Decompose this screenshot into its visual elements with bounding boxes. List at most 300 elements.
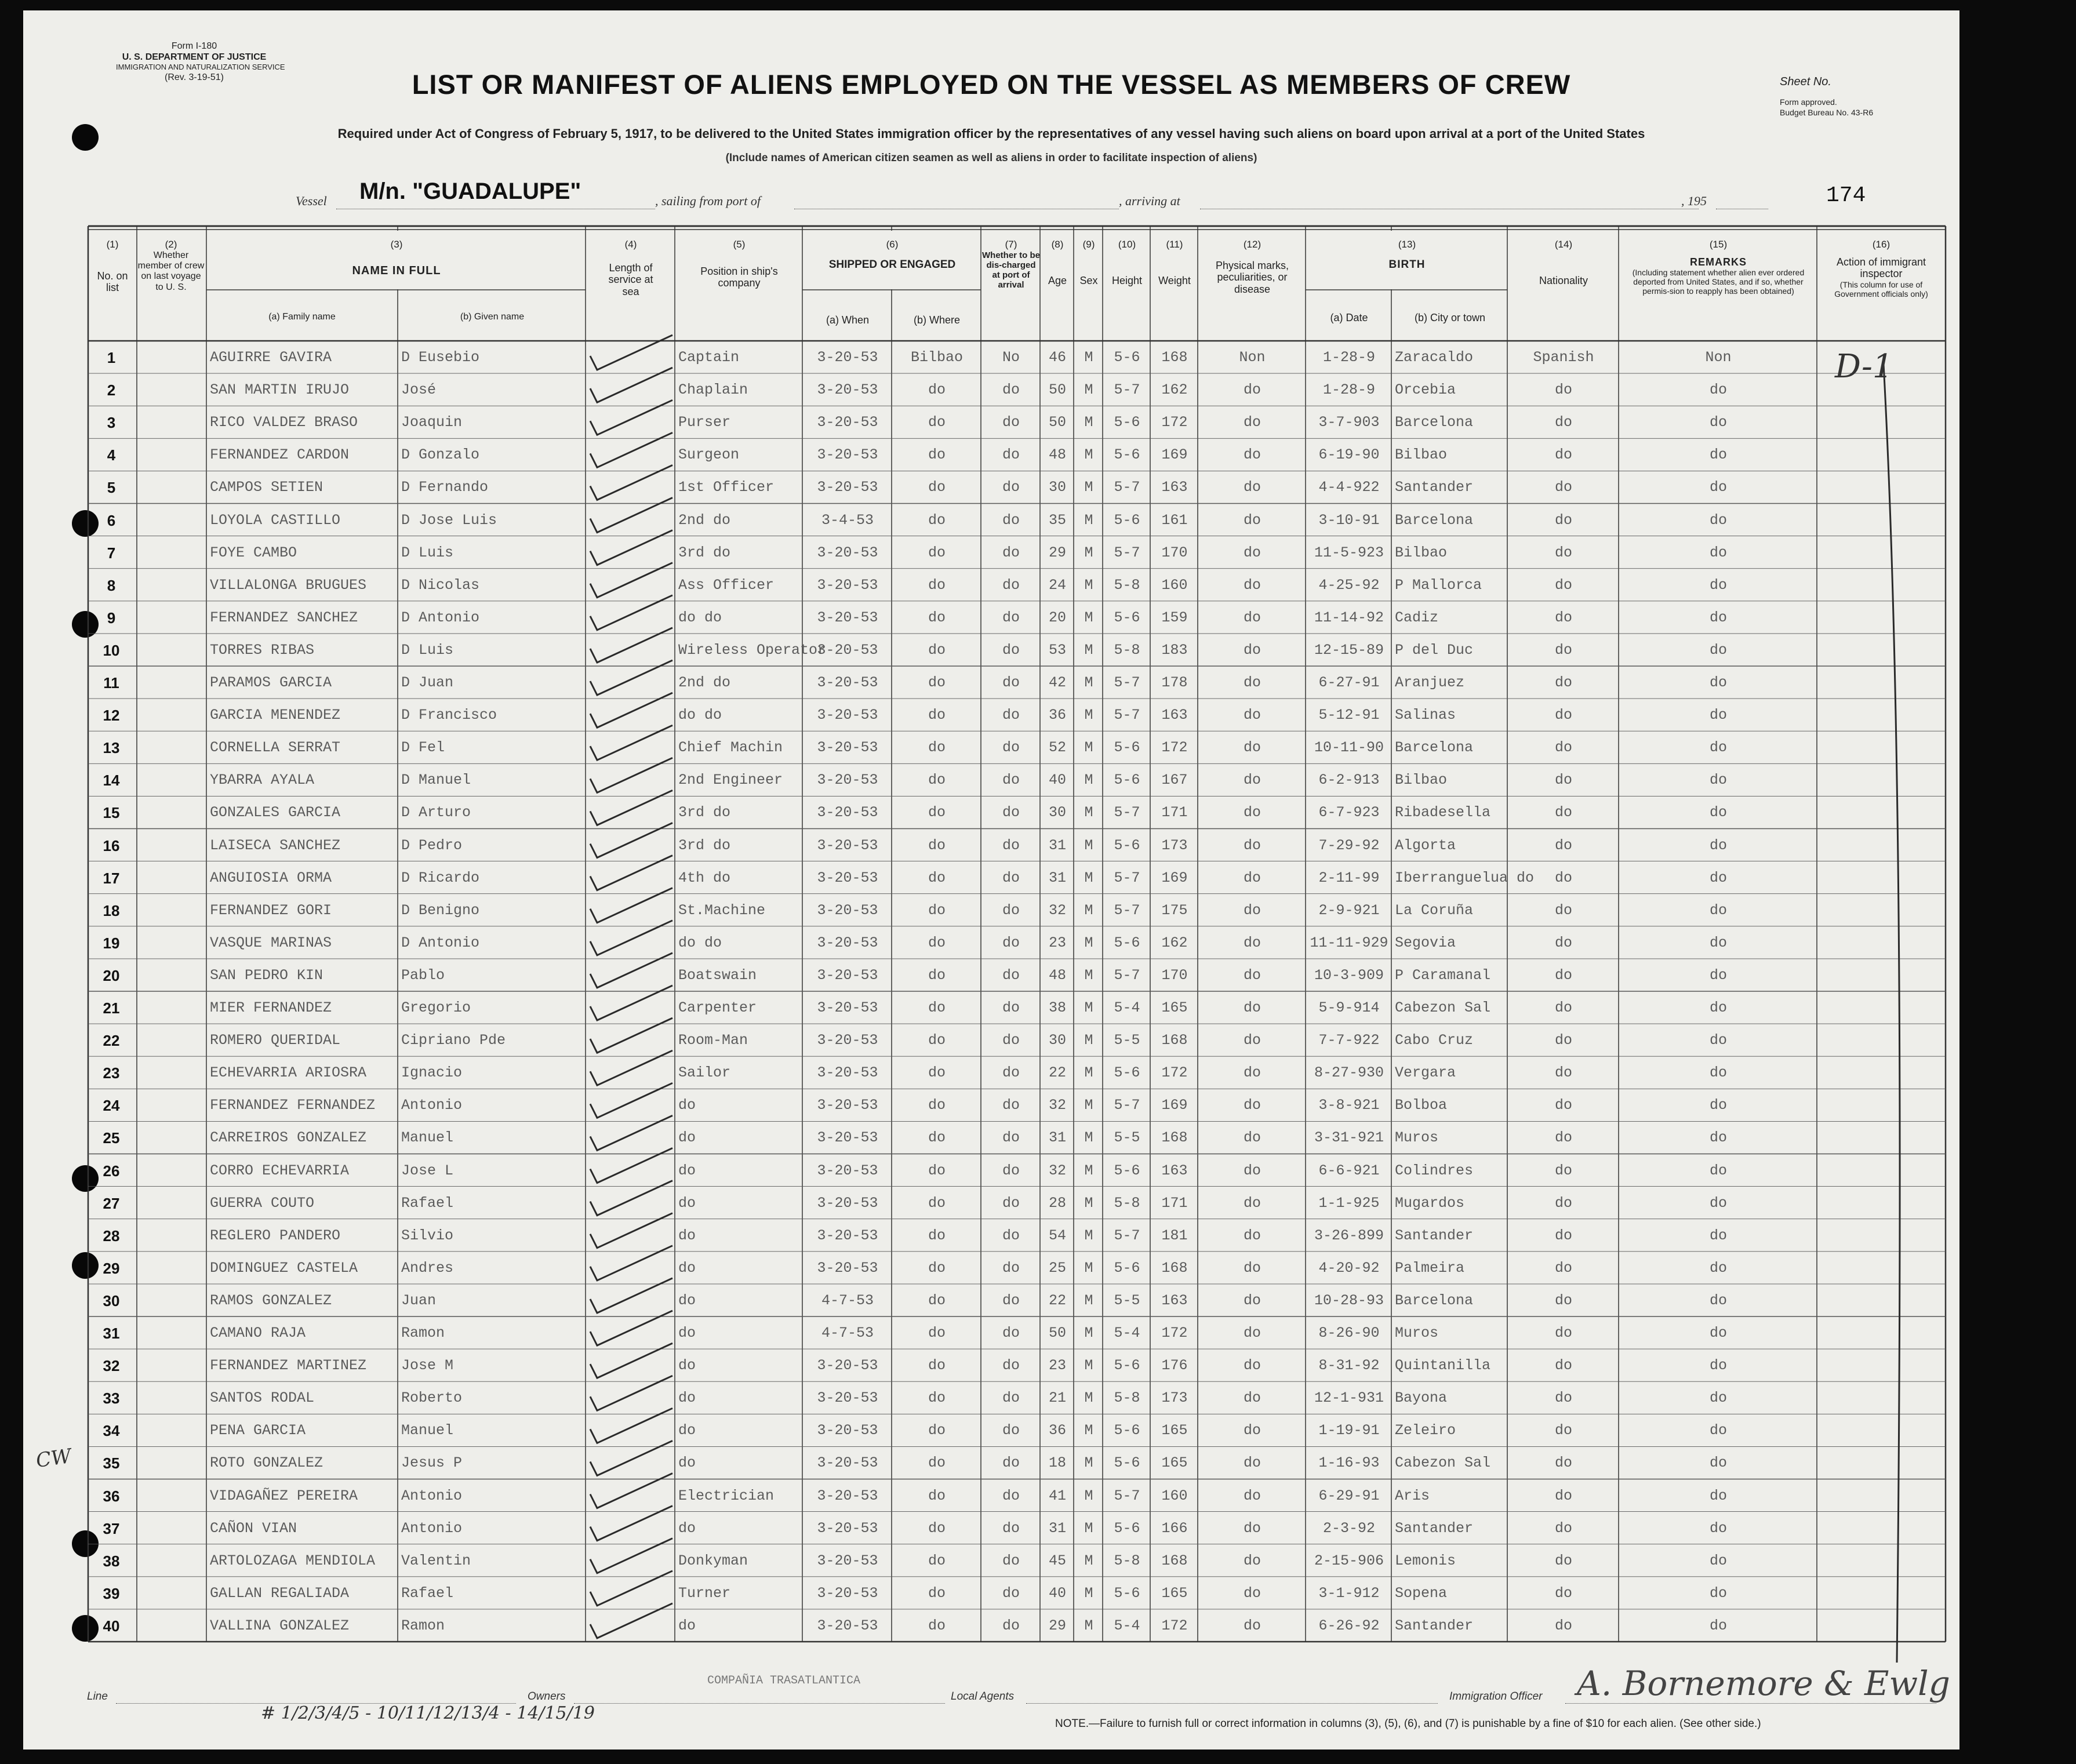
cell-family: MIER FERNANDEZ	[210, 999, 332, 1016]
cell-sex: M	[1084, 836, 1093, 854]
row-number: 11	[103, 674, 119, 692]
check-mark	[590, 985, 672, 1020]
cell-height: 5-7	[1114, 674, 1140, 691]
cell-sex: M	[1084, 544, 1093, 561]
cell-bdate: 8-27-930	[1314, 1064, 1384, 1082]
cell-nationality: do	[1554, 641, 1572, 659]
cell-discharged: do	[1002, 1097, 1020, 1114]
form-approved: Form approved.	[1780, 97, 1837, 107]
cell-where: do	[928, 901, 946, 919]
cell-given: D Luis	[401, 544, 454, 561]
cell-where: do	[928, 1162, 946, 1179]
cell-height: 5-6	[1114, 446, 1140, 464]
cell-height: 5-7	[1114, 1487, 1140, 1504]
cell-discharged: do	[1002, 707, 1020, 724]
cell-remarks: do	[1709, 609, 1727, 626]
cell-discharged: do	[1002, 1454, 1020, 1472]
row-number: 37	[103, 1519, 120, 1537]
cell-age: 40	[1048, 1584, 1066, 1602]
cell-discharged: do	[1002, 1325, 1020, 1341]
cell-age: 29	[1048, 544, 1066, 561]
sheet-number-label: Sheet No.	[1780, 75, 1831, 88]
cell-weight: 165	[1161, 1454, 1188, 1472]
form-number: Form I-180	[171, 41, 217, 51]
cell-where: do	[928, 1129, 946, 1147]
cell-remarks: do	[1709, 804, 1727, 821]
cell-position: do	[678, 1422, 696, 1439]
cell-nationality: do	[1554, 869, 1572, 886]
local-agents-label: Local Agents	[951, 1690, 1015, 1703]
cell-sex: M	[1084, 1259, 1093, 1276]
cell-when: 3-20-53	[817, 674, 878, 691]
cell-age: 20	[1048, 609, 1066, 626]
cell-position: do	[678, 1227, 696, 1244]
cell-nationality: do	[1554, 1552, 1572, 1569]
cell-position: do do	[678, 934, 722, 951]
cell-where: do	[928, 544, 946, 561]
cell-remarks: do	[1709, 511, 1727, 529]
cell-weight: 168	[1161, 1129, 1188, 1147]
cell-where: do	[928, 1422, 946, 1439]
cell-age: 30	[1048, 1032, 1066, 1049]
cell-given: Ramon	[401, 1325, 445, 1341]
cell-given: Antonio	[401, 1519, 463, 1537]
cell-bdate: 2-3-92	[1322, 1519, 1375, 1537]
cell-position: 3rd do	[678, 544, 731, 561]
cell-weight: 165	[1161, 999, 1188, 1016]
cell-remarks: do	[1709, 836, 1727, 854]
cell-bdate: 1-1-925	[1318, 1194, 1380, 1212]
check-mark	[590, 1343, 672, 1378]
cell-remarks: do	[1709, 674, 1727, 691]
cell-city: Santander	[1395, 1227, 1474, 1244]
row-number: 33	[103, 1390, 120, 1407]
cell-sex: M	[1084, 1487, 1093, 1504]
cell-age: 38	[1048, 999, 1066, 1016]
cell-nationality: Spanish	[1533, 349, 1594, 366]
cell-when: 3-20-53	[817, 544, 878, 561]
cell-given: Manuel	[401, 1422, 454, 1439]
cell-remarks: do	[1709, 901, 1727, 919]
cell-position: do	[678, 1390, 696, 1407]
cell-nationality: do	[1554, 1032, 1572, 1049]
check-mark	[590, 432, 672, 467]
cell-remarks: do	[1709, 934, 1727, 951]
vessel-name: M/n. "GUADALUPE"	[359, 179, 581, 204]
cell-nationality: do	[1554, 1162, 1572, 1179]
cell-remarks: do	[1709, 1227, 1727, 1244]
cell-given: D Jose Luis	[401, 511, 497, 529]
row-number: 38	[103, 1552, 120, 1570]
cell-when: 3-20-53	[817, 869, 878, 886]
cell-where: do	[928, 674, 946, 691]
cell-discharged: No	[1002, 349, 1020, 366]
cell-position: Boatswain	[678, 966, 757, 984]
cell-family: VASQUE MARINAS	[210, 934, 332, 951]
cell-given: D Eusebio	[401, 349, 480, 366]
cell-age: 23	[1048, 1357, 1066, 1374]
cell-where: do	[928, 739, 946, 756]
row-number: 23	[103, 1064, 120, 1082]
cell-remarks: do	[1709, 772, 1727, 789]
cell-marks: do	[1243, 1552, 1261, 1569]
cell-discharged: do	[1002, 414, 1020, 431]
cell-given: Gregorio	[401, 999, 471, 1016]
cell-position: St.Machine	[678, 901, 766, 919]
cell-age: 29	[1048, 1617, 1066, 1634]
cell-discharged: do	[1002, 804, 1020, 821]
cell-weight: 176	[1161, 1357, 1188, 1374]
cell-nationality: do	[1554, 609, 1572, 626]
cell-given: Joaquin	[401, 414, 463, 431]
cell-discharged: do	[1002, 1064, 1020, 1082]
cell-remarks: do	[1709, 1390, 1727, 1407]
cell-marks: do	[1243, 1162, 1261, 1179]
cell-where: do	[928, 772, 946, 789]
cell-sex: M	[1084, 1454, 1093, 1472]
cell-family: CORRO ECHEVARRIA	[210, 1162, 350, 1179]
cell-height: 5-6	[1114, 1064, 1140, 1082]
cell-given: D Arturo	[401, 804, 471, 821]
cell-marks: do	[1243, 1487, 1261, 1504]
cell-weight: 167	[1161, 772, 1188, 789]
cell-weight: 168	[1161, 349, 1188, 366]
cell-sex: M	[1084, 446, 1093, 464]
cell-nationality: do	[1554, 446, 1572, 464]
check-mark	[590, 628, 672, 663]
cell-weight: 160	[1161, 1487, 1188, 1504]
cell-city: Lemonis	[1395, 1552, 1456, 1569]
cell-city: Sopena	[1395, 1584, 1448, 1602]
cell-height: 5-8	[1114, 1194, 1140, 1212]
check-mark	[590, 1213, 672, 1248]
cell-given: Rafael	[401, 1584, 454, 1602]
cell-given: Andres	[401, 1259, 454, 1276]
cell-discharged: do	[1002, 1584, 1020, 1602]
cell-when: 3-20-53	[817, 934, 878, 951]
cell-nationality: do	[1554, 1422, 1572, 1439]
cell-remarks: do	[1709, 1064, 1727, 1082]
cell-height: 5-6	[1114, 772, 1140, 789]
cell-nationality: do	[1554, 1227, 1572, 1244]
cell-sex: M	[1084, 772, 1093, 789]
row-number: 17	[103, 869, 120, 887]
check-mark	[590, 1018, 672, 1053]
cell-height: 5-4	[1114, 1617, 1140, 1634]
cell-remarks: do	[1709, 446, 1727, 464]
cell-where: do	[928, 446, 946, 464]
check-mark	[590, 790, 672, 825]
cell-bdate: 6-26-92	[1318, 1617, 1380, 1634]
check-mark	[590, 758, 672, 792]
cell-position: Electrician	[678, 1487, 775, 1504]
check-mark	[590, 1441, 672, 1475]
cell-when: 3-20-53	[817, 1487, 878, 1504]
cell-weight: 169	[1161, 869, 1188, 886]
cell-where: do	[928, 1390, 946, 1407]
cell-bdate: 11-5-923	[1314, 544, 1384, 561]
cell-nationality: do	[1554, 836, 1572, 854]
cell-where: do	[928, 1292, 946, 1309]
cell-marks: do	[1243, 1032, 1261, 1049]
cell-bdate: 1-28-9	[1322, 349, 1375, 366]
cell-discharged: do	[1002, 1259, 1020, 1276]
cell-remarks: Non	[1705, 349, 1732, 366]
cell-nationality: do	[1554, 804, 1572, 821]
cell-given: D Pedro	[401, 836, 463, 854]
cell-discharged: do	[1002, 999, 1020, 1016]
cell-city: Barcelona	[1395, 739, 1474, 756]
check-mark	[590, 1181, 672, 1216]
cell-age: 31	[1048, 1519, 1066, 1537]
cell-position: Carpenter	[678, 999, 757, 1016]
check-mark	[590, 725, 672, 760]
check-mark	[590, 1506, 672, 1541]
cell-given: Silvio	[401, 1227, 454, 1244]
cell-height: 5-5	[1114, 1032, 1140, 1049]
cell-age: 31	[1048, 869, 1066, 886]
cell-discharged: do	[1002, 674, 1020, 691]
cell-when: 3-20-53	[817, 1552, 878, 1569]
cell-height: 5-7	[1114, 804, 1140, 821]
row-number: 30	[103, 1292, 120, 1310]
cell-where: do	[928, 1032, 946, 1049]
cell-city: Bilbao	[1395, 446, 1448, 464]
cell-bdate: 3-7-903	[1318, 414, 1380, 431]
cell-given: D Antonio	[401, 609, 480, 626]
cell-marks: do	[1243, 1194, 1261, 1212]
cell-remarks: do	[1709, 707, 1727, 724]
cell-discharged: do	[1002, 576, 1020, 594]
cell-when: 4-7-53	[821, 1292, 874, 1309]
cell-sex: M	[1084, 1390, 1093, 1407]
cell-marks: do	[1243, 901, 1261, 919]
cell-sex: M	[1084, 674, 1093, 691]
col-7-header: (7) Whether to be dis-charged at port of arrival	[982, 239, 1040, 290]
cell-age: 21	[1048, 1390, 1066, 1407]
cell-nationality: do	[1554, 1390, 1572, 1407]
cell-bdate: 8-26-90	[1318, 1325, 1380, 1341]
cell-family: FERNANDEZ FERNANDEZ	[210, 1097, 376, 1114]
check-mark	[590, 856, 672, 890]
cell-when: 3-20-53	[817, 804, 878, 821]
check-mark	[590, 368, 672, 402]
cell-sex: M	[1084, 381, 1093, 399]
cell-given: Antonio	[401, 1487, 463, 1504]
cell-height: 5-8	[1114, 1552, 1140, 1569]
col-11-header: (11) Weight	[1158, 239, 1191, 286]
cell-family: SAN MARTIN IRUJO	[210, 381, 350, 399]
cell-remarks: do	[1709, 414, 1727, 431]
pencil-line	[1884, 364, 1900, 1663]
cell-city: P del Duc	[1395, 641, 1474, 659]
cell-weight: 183	[1161, 641, 1188, 659]
cell-weight: 173	[1161, 1390, 1188, 1407]
cell-when: 3-20-53	[817, 1097, 878, 1114]
cell-remarks: do	[1709, 1617, 1727, 1634]
cell-weight: 171	[1161, 1194, 1188, 1212]
col-1-header: (1) No. on list	[97, 239, 128, 294]
cell-nationality: do	[1554, 772, 1572, 789]
cell-when: 4-7-53	[821, 1325, 874, 1341]
cell-when: 3-20-53	[817, 707, 878, 724]
cell-when: 3-20-53	[817, 609, 878, 626]
cell-age: 48	[1048, 446, 1066, 464]
cell-marks: do	[1243, 576, 1261, 594]
col-5-header: (5) Position in ship's company	[700, 239, 778, 289]
row-number: 20	[103, 966, 120, 984]
cell-discharged: do	[1002, 966, 1020, 984]
cell-city: Muros	[1395, 1325, 1439, 1341]
cell-weight: 165	[1161, 1422, 1188, 1439]
cell-nationality: do	[1554, 544, 1572, 561]
col-3-header: (3) NAME IN FULL	[352, 239, 441, 277]
cell-where: do	[928, 1097, 946, 1114]
cell-discharged: do	[1002, 446, 1020, 464]
cell-family: CAMPOS SETIEN	[210, 479, 323, 496]
cell-remarks: do	[1709, 966, 1727, 984]
check-mark	[590, 400, 672, 435]
cell-position: do	[678, 1097, 696, 1114]
cell-bdate: 7-29-92	[1318, 836, 1380, 854]
manifest-number: 174	[1826, 183, 1866, 208]
cell-city: Santander	[1395, 1617, 1474, 1634]
cell-given: Antonio	[401, 1097, 463, 1114]
cell-weight: 160	[1161, 576, 1188, 594]
cell-age: 32	[1048, 1162, 1066, 1179]
cell-height: 5-6	[1114, 1422, 1140, 1439]
cell-family: ARTOLOZAGA MENDIOLA	[210, 1552, 376, 1569]
cell-age: 36	[1048, 707, 1066, 724]
cell-discharged: do	[1002, 1292, 1020, 1309]
cell-given: Jesus P	[401, 1454, 463, 1472]
cell-when: 3-20-53	[817, 1162, 878, 1179]
cell-city: Santander	[1395, 1519, 1474, 1537]
cell-sex: M	[1084, 1162, 1093, 1179]
cell-nationality: do	[1554, 966, 1572, 984]
cell-given: D Manuel	[401, 772, 471, 789]
cell-height: 5-5	[1114, 1129, 1140, 1147]
cell-where: do	[928, 641, 946, 659]
cell-discharged: do	[1002, 1032, 1020, 1049]
cell-marks: do	[1243, 999, 1261, 1016]
cell-remarks: do	[1709, 1129, 1727, 1147]
cell-when: 3-20-53	[817, 479, 878, 496]
cell-remarks: do	[1709, 739, 1727, 756]
cell-sex: M	[1084, 1617, 1093, 1634]
cell-age: 22	[1048, 1064, 1066, 1082]
margin-mark: CW	[34, 1444, 73, 1473]
cell-city: Bilbao	[1395, 772, 1448, 789]
cell-where: do	[928, 1194, 946, 1212]
cell-family: FERNANDEZ GORI	[210, 901, 332, 919]
cell-nationality: do	[1554, 1617, 1572, 1634]
cell-sex: M	[1084, 966, 1093, 984]
cell-sex: M	[1084, 641, 1093, 659]
cell-height: 5-6	[1114, 1259, 1140, 1276]
cell-discharged: do	[1002, 772, 1020, 789]
page-subtitle: Required under Act of Congress of February 5, 1917, to be delivered to the United States immigration officer by the representatives of any vessel having such aliens on board upon arrival at a port of the United States	[337, 126, 1645, 141]
row-number: 34	[103, 1422, 120, 1440]
cell-age: 30	[1048, 479, 1066, 496]
col-14-header: (14) Nationality	[1539, 239, 1588, 286]
cell-sex: M	[1084, 999, 1093, 1016]
cell-given: Jose M	[401, 1357, 454, 1374]
cell-where: do	[928, 1519, 946, 1537]
cell-weight: 163	[1161, 1162, 1188, 1179]
cell-discharged: do	[1002, 1487, 1020, 1504]
row-number: 15	[103, 804, 120, 822]
row-number: 9	[107, 609, 116, 627]
cell-marks: do	[1243, 1325, 1261, 1341]
cell-when: 3-20-53	[817, 1129, 878, 1147]
cell-bdate: 3-31-921	[1314, 1129, 1384, 1147]
cell-age: 18	[1048, 1454, 1066, 1472]
cell-sex: M	[1084, 1584, 1093, 1602]
cell-position: Purser	[678, 414, 731, 431]
cell-nationality: do	[1554, 576, 1572, 594]
cell-family: ROMERO QUERIDAL	[210, 1032, 341, 1049]
cell-family: ANGUIOSIA ORMA	[210, 869, 332, 886]
cell-age: 36	[1048, 1422, 1066, 1439]
cell-sex: M	[1084, 1227, 1093, 1244]
cell-marks: do	[1243, 446, 1261, 464]
cell-weight: 163	[1161, 1292, 1188, 1309]
cell-sex: M	[1084, 1129, 1093, 1147]
year-label: , 195	[1681, 194, 1707, 208]
cell-sex: M	[1084, 1422, 1093, 1439]
cell-family: FERNANDEZ MARTINEZ	[210, 1357, 367, 1374]
row-number: 18	[103, 901, 120, 919]
cell-city: Cabo Cruz	[1395, 1032, 1474, 1049]
cell-remarks: do	[1709, 1162, 1727, 1179]
cell-bdate: 10-11-90	[1314, 739, 1384, 756]
cell-height: 5-7	[1114, 869, 1140, 886]
cell-remarks: do	[1709, 1292, 1727, 1309]
cell-bdate: 12-15-89	[1314, 641, 1384, 659]
cell-weight: 175	[1161, 901, 1188, 919]
check-mark	[590, 1571, 672, 1606]
cell-city: Algorta	[1395, 836, 1456, 854]
cell-discharged: do	[1002, 381, 1020, 399]
cell-age: 31	[1048, 836, 1066, 854]
cell-marks: do	[1243, 1390, 1261, 1407]
cell-remarks: do	[1709, 381, 1727, 399]
check-mark	[590, 921, 672, 955]
cell-height: 5-7	[1114, 1227, 1140, 1244]
cell-where: do	[928, 966, 946, 984]
cell-remarks: do	[1709, 869, 1727, 886]
cell-age: 50	[1048, 1325, 1066, 1341]
cell-position: 4th do	[678, 869, 731, 886]
cell-given: D Nicolas	[401, 576, 480, 594]
col-13a-header: (a) Date	[1330, 312, 1368, 323]
cell-remarks: do	[1709, 1454, 1727, 1472]
cell-marks: do	[1243, 1422, 1261, 1439]
check-mark	[590, 1246, 672, 1281]
cell-weight: 172	[1161, 739, 1188, 756]
cell-position: Wireless Operator	[678, 641, 827, 659]
cell-sex: M	[1084, 1552, 1093, 1569]
cell-position: do do	[678, 609, 722, 626]
cell-sex: M	[1084, 901, 1093, 919]
cell-family: CAÑON VIAN	[210, 1519, 297, 1537]
cell-discharged: do	[1002, 1422, 1020, 1439]
cell-city: Aranjuez	[1395, 674, 1465, 691]
cell-bdate: 3-1-912	[1318, 1584, 1380, 1602]
cell-given: D Luis	[401, 641, 454, 659]
row-number: 36	[103, 1487, 120, 1505]
